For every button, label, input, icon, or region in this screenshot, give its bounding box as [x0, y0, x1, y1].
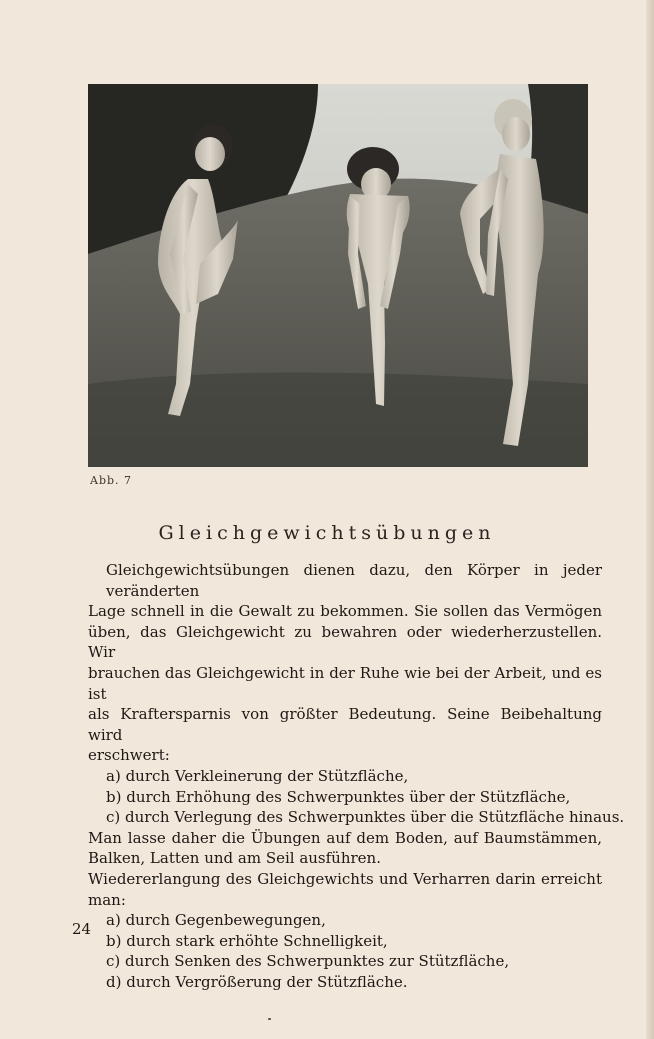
- paragraph-line: brauchen das Gleichgewicht in der Ruhe wie bei der Arbeit, und es ist: [88, 663, 602, 703]
- paragraph-line: üben, das Gleichgewicht zu bewahren oder wiederherzustellen. Wir: [88, 622, 602, 662]
- paragraph-line: Wiedererlangung des Gleichgewichts und Verharren darin erreicht: [88, 869, 602, 888]
- list-item: c) durch Verlegung des Schwerpunktes über die Stützfläche hinaus.: [106, 808, 625, 827]
- paragraph-line: man:: [88, 890, 126, 909]
- paragraph-line: als Kraftersparnis von größter Bedeutung. Seine Beibehaltung wird: [88, 705, 602, 744]
- list-item: a) durch Gegenbewegungen,: [106, 911, 326, 930]
- list-item: c) durch Senken des Schwerpunktes zur Stützfläche,: [106, 952, 510, 971]
- page-edge: [646, 0, 654, 1039]
- list-item: b) durch stark erhöhte Schnelligkeit,: [106, 931, 388, 950]
- paragraph-line: Balken, Latten und am Seil ausführen.: [88, 849, 381, 868]
- list-item: d) durch Vergrößerung der Stützfläche.: [106, 972, 408, 991]
- list-item: a) durch Verkleinerung der Stützfläche,: [106, 766, 409, 785]
- paragraph-line: erschwert:: [88, 746, 170, 765]
- paragraph-line: Lage schnell in die Gewalt zu bekommen. Sie sollen das Vermögen: [88, 602, 602, 621]
- figure-photo: [88, 84, 588, 467]
- photo-illustration: [88, 84, 588, 467]
- list-item: b) durch Erhöhung des Schwerpunktes über der Stützfläche,: [106, 787, 571, 806]
- section-heading: Gleichgewichtsübungen: [158, 522, 496, 544]
- paper-speck: [268, 1018, 271, 1020]
- body-text: [88, 560, 625, 992]
- page-number: 24: [72, 920, 92, 938]
- paragraph-line: Gleichgewichtsübungen dienen dazu, den Körper in jeder veränderten: [106, 561, 602, 600]
- figure-caption: Abb. 7: [90, 474, 133, 487]
- paragraph-line: Man lasse daher die Übungen auf dem Boden, auf Baumstämmen,: [88, 828, 602, 847]
